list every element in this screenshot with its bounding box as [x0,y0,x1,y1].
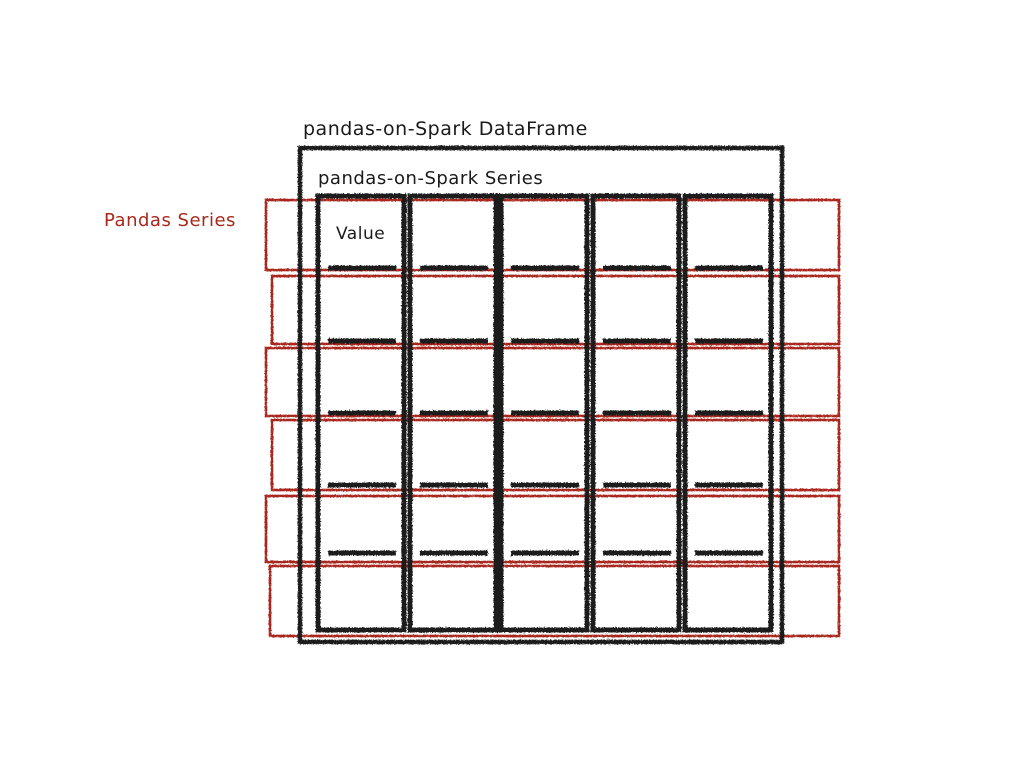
pandas-series-row-boxes [266,200,839,636]
cell-dividers [328,268,763,553]
spark-series-label: pandas-on-Spark Series [318,168,544,189]
pandas-series-row-2 [272,276,839,344]
pandas-series-row-6 [270,566,839,636]
pandas-series-row-3 [266,348,839,416]
dataframe-outer-box [300,148,782,642]
cell-value-label: Value [336,224,386,244]
pandas-series-row-4 [272,420,839,490]
pandas-series-label: Pandas Series [104,210,236,231]
dataframe-label: pandas-on-Spark DataFrame [303,118,588,140]
